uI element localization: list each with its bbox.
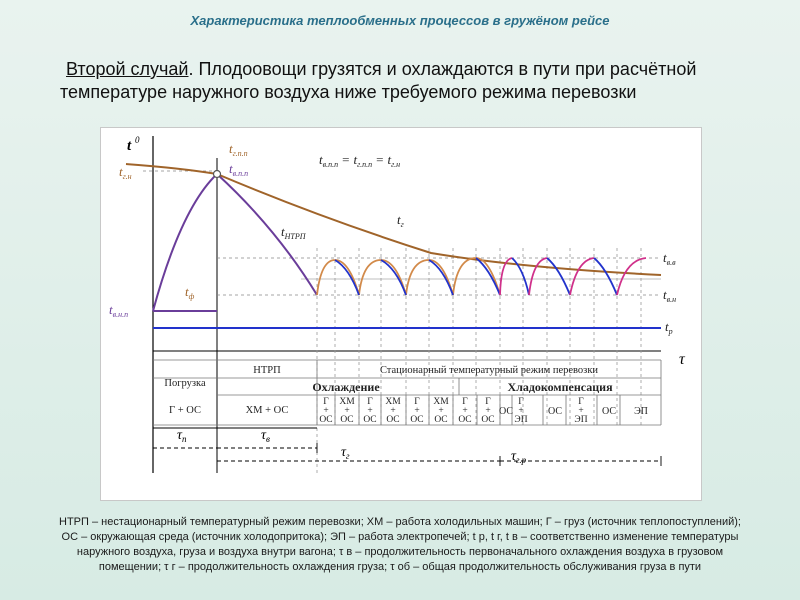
comp-rise-3 (570, 258, 594, 295)
svg-text:ОС: ОС (340, 415, 354, 425)
label-t-ntrp: $t_{НТРП}$ (281, 224, 306, 241)
y-axis-sup: 0 (135, 135, 140, 145)
svg-text:+: + (344, 406, 350, 416)
svg-text:+: + (518, 406, 524, 416)
cell-ntrp: НТРП (253, 365, 281, 376)
svg-text:ОС: ОС (410, 415, 424, 425)
cooling-dip-3 (429, 260, 453, 295)
cell-loading: Погрузка (164, 378, 206, 389)
subtitle (60, 58, 760, 104)
cell-ntrp-mode: ХМ + ОС (245, 405, 289, 416)
stack-g-2 (363, 397, 376, 425)
comp-rise-2 (529, 258, 547, 295)
caption-line-3: наружного воздуха, груза и воздуха внутри вагона; τ в – продолжительность первоначального охлаждения воздуха в грузовом (76, 546, 724, 558)
svg-text:+: + (414, 406, 420, 416)
svg-text:+: + (390, 406, 396, 416)
cooling-dip-2 (381, 260, 406, 295)
svg-text:Г: Г (367, 397, 373, 407)
label-t-vpp: $t_{в.п.п}$ (229, 161, 249, 178)
comp-fall-2 (547, 258, 570, 295)
label-tau-v: $\tau_в$ (261, 428, 270, 444)
comp-rise-4 (617, 258, 646, 295)
stack-xm-3 (433, 397, 449, 425)
svg-text:ХМ: ХМ (339, 397, 355, 407)
cell-stationary: Стационарный температурный режим перевозки (379, 365, 599, 376)
cell-os-1: ОС (498, 406, 514, 417)
junction-point (214, 171, 221, 178)
diagram-figure (100, 127, 702, 501)
cell-ep-end: ЭП (634, 406, 648, 417)
svg-text:Г: Г (462, 397, 468, 407)
interval-labels (177, 428, 527, 465)
label-tau-gr: $\tau_{г.р}$ (511, 449, 527, 465)
svg-text:+: + (485, 406, 491, 416)
subtitle-line2: температуре наружного воздуха ниже требуемого режима перевозки (60, 82, 637, 102)
subtitle-rest: . Плодоовощи грузятся и охлаждаются в пути при расчётной (188, 59, 697, 79)
svg-text:+: + (323, 406, 329, 416)
caption-line-2: ОС – окружающая среда (источник холодопритока); ЭП – работа электропечей; t р, t г, t в – соответственно изменение температуры (61, 531, 739, 543)
svg-text:ЭП: ЭП (514, 415, 528, 425)
y-axis-symbol: t (127, 138, 132, 154)
cycle-guides (317, 248, 641, 473)
subtitle-lead: Второй случай (66, 59, 189, 79)
label-tau-p: $\tau_п$ (177, 428, 187, 444)
svg-text:ОС: ОС (319, 415, 333, 425)
svg-text:ОС: ОС (481, 415, 495, 425)
cell-os-3: ОС (601, 406, 617, 417)
stack-xm-1 (339, 397, 355, 425)
cell-compensation: Хладокомпенсация (507, 380, 613, 394)
svg-text:ХМ: ХМ (385, 397, 401, 407)
interval-arrows (153, 428, 661, 473)
label-tau-g: $\tau_г$ (341, 445, 350, 461)
label-t-r: $t_р$ (665, 319, 673, 336)
label-t-gpp: $t_{г.п.п}$ (229, 141, 248, 158)
svg-text:Г: Г (414, 397, 420, 407)
cooling-dip-1 (335, 260, 359, 295)
stack-g-1 (319, 397, 332, 425)
cooling-oscillation (317, 258, 500, 295)
svg-text:ОС: ОС (363, 415, 377, 425)
label-t-gn: $t_{г.н}$ (119, 164, 132, 181)
svg-text:ОС: ОС (434, 415, 448, 425)
svg-text:ХМ: ХМ (433, 397, 449, 407)
x-axis-symbol: τ (679, 351, 685, 368)
caption (20, 515, 780, 575)
svg-text:Г: Г (578, 397, 584, 407)
equation: $t_{в.п.п} = t_{г.п.п} = t_{г.н}$ (319, 152, 401, 169)
label-t-f: $t_ф$ (185, 284, 195, 301)
stack-g-os-end (481, 397, 494, 425)
svg-text:Г: Г (485, 397, 491, 407)
cell-load-mode: Г + ОС (169, 405, 201, 416)
svg-text:ОС: ОС (386, 415, 400, 425)
svg-text:Г: Г (518, 397, 524, 407)
svg-text:ОС: ОС (458, 415, 472, 425)
svg-text:+: + (578, 406, 584, 416)
stack-g-4 (458, 397, 471, 425)
heat-exchange-diagram (101, 128, 701, 500)
label-t-vn: $t_{в.н}$ (663, 287, 677, 304)
cell-os-2: ОС (547, 406, 563, 417)
caption-line-1: НТРП – нестационарный температурный режим перевозки; ХМ – работа холодильных машин; Г – груз (источник теплопоступлений); (59, 516, 741, 528)
svg-text:ЭП: ЭП (574, 415, 588, 425)
svg-text:+: + (462, 406, 468, 416)
label-t-vv: $t_{в.в}$ (663, 250, 676, 267)
cell-cooling: Охлаждение (312, 380, 380, 394)
caption-line-4: помещении; τ г – продолжительность охлаждения груза; τ об – общая продолжительность обслуживания груза в пути (98, 561, 702, 573)
svg-text:+: + (438, 406, 444, 416)
label-t-g: $t_г$ (397, 212, 404, 229)
comp-fall-3 (594, 258, 617, 295)
svg-text:Г: Г (323, 397, 329, 407)
stack-g-ep-2 (574, 397, 587, 425)
stack-xm-2 (385, 397, 401, 425)
page-title: Характеристика теплообменных процессов в гружёном рейсе (190, 13, 610, 28)
cooling-dip-4 (476, 258, 500, 295)
stack-g-3 (410, 397, 423, 425)
svg-text:+: + (367, 406, 373, 416)
mode-table-text (164, 365, 613, 416)
label-t-vnp: $t_{в.н.п}$ (109, 302, 129, 319)
stack-g-ep-1 (514, 397, 527, 425)
